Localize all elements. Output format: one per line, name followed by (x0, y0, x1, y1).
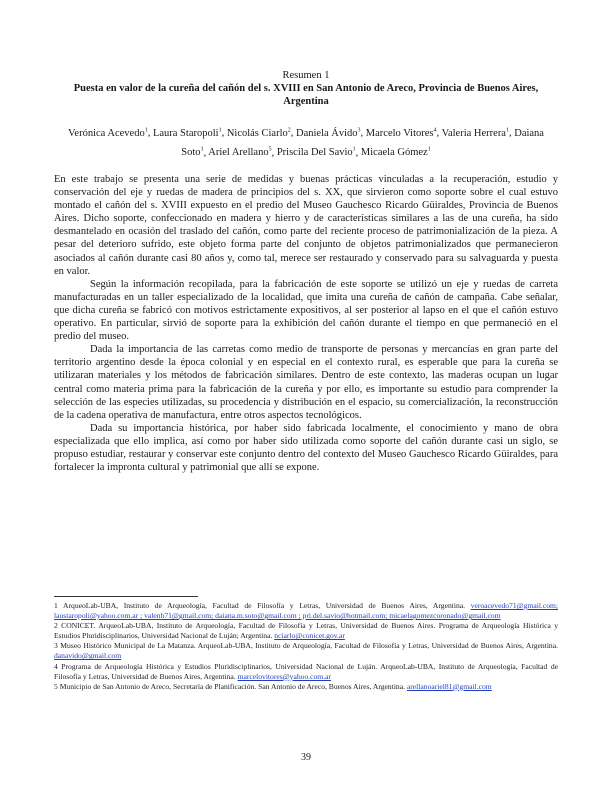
author-affiliation-marker: 1 (200, 146, 204, 153)
author-name: Daiana Soto$^1$ (181, 127, 544, 158)
footnote-email-link[interactable]: veroacevedo71@gmail.com; laustaropoli@yahoo.com.ar ; valenh71@gmail.com; daiana.m.soto@gmail.com ; pri.del.savio@hotmail.com; micaelagomezcoronado@gmail.com (54, 601, 559, 621)
paragraph: Dada la importancia de las carretas como medio de transporte de personas y mercancías en gran parte del territorio argentino desde la época colonial y en especial en el contexto rural, es esperable que para la cureña se utilizaran materiales y los métodos de fabricación similares. Dentro de este contexto, las maderas ocupan un lugar central como materia prima para la fabricación de la cureña y por ello, es importante su estudio para comprender la selección de las especies utilizadas, su procedencia y distribución en el espacio, su comercialización, la reconstrucción de la cadena operativa de manufactura, entre otros aspectos tecnológicos. (54, 344, 558, 421)
page-content (54, 70, 558, 474)
author-name: Daniela Ávido$^3$ (296, 127, 361, 139)
footnote-number: 2 (54, 621, 62, 631)
footnote-text: ArqueoLab-UBA, Instituto de Arqueología, Facultad de Filosofía y Letras, Universidad de Buenos Aires, Argentina. (63, 601, 471, 610)
author-affiliation-marker: 5 (268, 146, 272, 153)
footnote (54, 601, 558, 621)
author-name: Marcelo Vitores$^4$ (365, 127, 437, 139)
paper-title: Puesta en valor de la cureña del cañón del s. XVIII en San Antonio de Areco, Provincia de Buenos Aires, Argentina (73, 83, 539, 107)
author-affiliation-marker: 1 (352, 146, 356, 153)
author-affiliation-marker: 1 (144, 127, 148, 133)
footnote-email-link[interactable]: danavido@gmail.com (54, 651, 122, 661)
author-name: Priscila Del Savio$^1$ (276, 146, 356, 158)
footnote-text: CONICET. ArqueoLab-UBA, Instituto de Arqueología, Facultad de Filosofía y Letras, Universidad de Buenos Aires. Programa de Arqueología Histórica y Estudios Pluridisciplinarios, Universidad Nacional de Luján; Argentina. (54, 621, 558, 641)
footnote-text: Programa de Arqueología Histórica y Estudios Pluridisciplinarios, Universidad Nacional de Luján. ArqueoLab-UBA, Instituto de Arqueología, Facultad de Filosofía y Letras, Universidad de Buenos Aires, Argentina. (54, 661, 558, 681)
paragraph: Dada su importancia histórica, por haber sido fabricada localmente, el conocimiento y mano de obra especializada que ello implica, así como por haber sido utilizada como soporte del cañón durante casi un siglo, se propuso estudiar, restaurar y conservar este conjunto dentro del contexto del Museo Gauchesco Ricardo Güiraldes, para fortalecer la impronta cultural y patrimonial que allí se expone. (54, 422, 558, 474)
author-affiliation-marker: 4 (433, 127, 437, 133)
author-name: Nicolás Ciarlo$^2$ (226, 127, 291, 139)
paragraph: En este trabajo se presenta una serie de medidas y buenas prácticas vinculadas a la recuperación, estudio y conservación del eje y ruedas de madera de principios del s. XX, que sirvieron como soporte sobre el cual estuvo montado el cañón del s. XVIII expuesto en el predio del Museo Gauchesco Ricardo Güiraldes, Provincia de Buenos Aires. Dicho soporte, confeccionado en madera y hierro y de características similares a las de una cureña, ha sido desmantelado en ocasión del traslado del cañón, como parte del reciente proceso de patrimonialización de la pieza. A pesar del deterioro sufrido, este objeto forma parte del conjunto de objetos patrimonializados que permanecieron asociados al cañón durante casi 80 años y, como tal, merece ser restaurado y conservado para su salvaguarda y puesta en valor. (54, 174, 558, 277)
footnote-text: Municipio de San Antonio de Areco, Secretaría de Planificación. San Antonio de Areco, Buenos Aires, Argentina. (59, 681, 407, 691)
author-affiliation-marker: 3 (357, 127, 361, 133)
footnote-text: Museo Histórico Municipal de La Matanza. ArqueoLab-UBA, Instituto de Arqueología, Facultad de Filosofía y Letras, Universidad de Buenos Aires, Argentina. (60, 641, 558, 651)
footnote-number: 1 (54, 601, 64, 610)
footnote-number: 3 (54, 641, 61, 651)
author-list: Verónica Acevedo$^1$, Laura Staropoli$^1$, Nicolás Ciarlo$^2$, Daniela Ávido$^3$, Marcelo Vitores$^4$, Valeria Herrera$^1$, Daiana Soto$^1$, Ariel Arellano$^5$, Priscila Del Savio$^1$, Micaela Gómez$^1$ (68, 127, 544, 158)
footnote-number: 5 (54, 681, 60, 691)
footnotes (54, 601, 558, 692)
footnote-email-link[interactable]: arellanoariel81@gmail.com (406, 681, 492, 691)
footnote (54, 682, 558, 692)
author-name: Ariel Arellano$^5$ (208, 146, 272, 158)
author-affiliation-marker: 1 (427, 146, 431, 153)
author-name: Verónica Acevedo$^1$ (68, 127, 148, 139)
paragraph: Según la información recopilada, para la fabricación de este soporte se utilizó un eje y ruedas de carreta manufacturadas en un taller especializado de la localidad, que imita una cureña de cañón de campaña. Cabe señalar, que dicha cureña se fabricó con motivos estrictamente expositivos, al ser posterior al lapso en el que el cañón estuvo operativo. En particular, sirvió de soporte para la exhibición del cañón durante el tiempo en que permaneció en el predio del museo. (54, 278, 558, 343)
author-name: Laura Staropoli$^1$ (152, 127, 222, 139)
footnote-email-link[interactable]: nciarlo@conicet.gov.ar (274, 631, 345, 641)
author-name: Micaela Gómez$^1$ (360, 146, 431, 158)
abstract-body (54, 173, 558, 474)
footnote-divider (54, 596, 198, 597)
author-affiliation-marker: 1 (218, 127, 222, 133)
footnote (54, 621, 558, 641)
footnote (54, 662, 558, 682)
footnote (54, 641, 558, 661)
footnote-number: 4 (54, 661, 62, 671)
author-name: Valeria Herrera$^1$ (441, 127, 509, 139)
page-number: 39 (301, 752, 311, 763)
author-affiliation-marker: 2 (287, 127, 291, 133)
footnote-email-link[interactable]: marcelovitores@yahoo.com.ar (237, 671, 332, 681)
author-affiliation-marker: 1 (505, 127, 509, 133)
abstract-label: Resumen 1 (282, 70, 330, 81)
